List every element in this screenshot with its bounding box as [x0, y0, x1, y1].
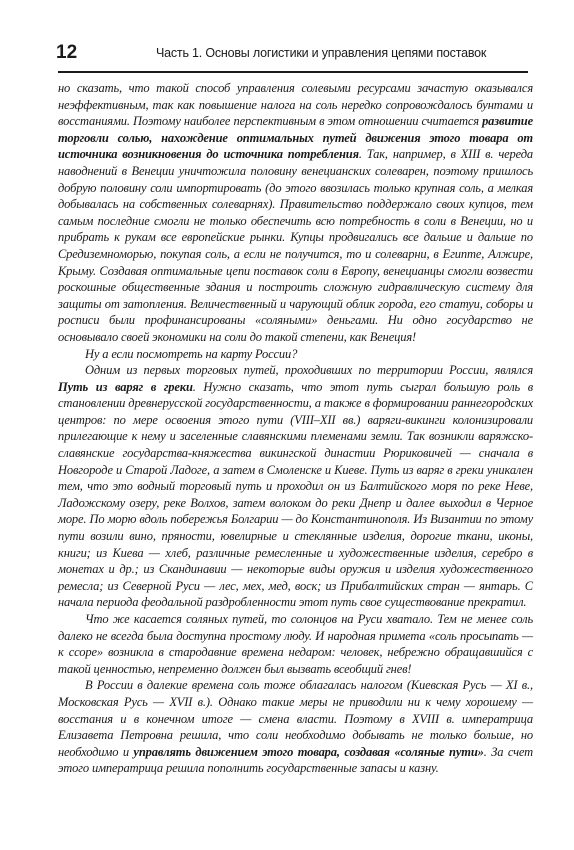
- running-head: Часть 1. Основы логистики и управления цепями поставок: [156, 46, 487, 60]
- bold-phrase: управлять движением этого товара, создавая «соляные пути»: [133, 744, 484, 759]
- page-number: 12: [56, 42, 78, 63]
- text-run: . Нужно сказать, что этот путь сыграл большую роль в становлении древнерусской государственности, а также в формировании раннегородских центров: по мере освоения этого пути (VIII–XII вв.) варяги-викинги колонизировали прилегающие к нему и заселенные славянскими племенами земли. Так возникли варяжско-славянские государства-княжества викингской династии Рюриковичей — сначала в Новгороде и Старой Ладоге, а затем в Смоленске и Киеве. Путь из варяг в греки уникален тем, что это водный торговый путь и проходил он из Балтийского моря по реке Неве, Ладожскому озеру, реке Волхов, затем волоком до реки Днепр и далее выходил в Черное море. По морю вдоль побережья Болгарии — до Константинополя. Из Византии по этому пути возили вино, пряности, ювелирные и стеклянные изделия, дорогие ткани, иконы, книги; из Киева — хлеб, различные ремесленные и художественные изделия, серебро в монетах и др.; из Скандинавии — некоторые виды оружия и изделия художественного ремесла; из Северной Руси — лес, мех, мед, воск; из Прибалтийских стран — янтарь. С начала периода феодальной раздробленности этот путь свое существование прекратил.: [58, 379, 533, 610]
- body-text: [58, 80, 533, 777]
- paragraph: [58, 346, 533, 363]
- text-run: . За счет этого императрица решила пополнить государственные запасы и казну.: [58, 744, 533, 776]
- paragraph: [58, 362, 533, 611]
- header-rule: [58, 71, 528, 73]
- paragraph: [58, 677, 533, 777]
- paragraph: [58, 611, 533, 677]
- text-run: В России в далекие времена соль тоже облагалась налогом (Киевская Русь — XI в., Московская Русь — XVII в.). Однако такие меры не приводили ни к чему хорошему — восстания и в конечном итоге — смена власти. Поэтому в XVIII в. императрица Елизавета Петровна решила, что соли необходимо добывать не только больше, но необходимо и: [58, 678, 533, 759]
- text-run: . Так, например, в XIII в. череда наводнений в Венеции уничтожила половину венецианских солеварен, поэтому пришлось добрую половину соли импортировать (до этого ввозилась только крупная соль, а мелкая добывалась на собственных солеварнях). Правительство поддержало своих купцов, тем самым последние смогли не только обеспечить всю потребность в соли в Венеции, но и прибрать к рукам все европейские рынки. Купцы продвигались все дальше и дальше по Средиземноморью, покупая соль, а если не получится, то и солеварни, в Египте, Алжире, Крыму. Создавая оптимальные цепи поставок соли в Европу, венецианцы смогли возвести роскошные общественные здания и построить сложную гидравлическую систему для защиты от затопления. Величественный и чарующий облик города, его статуи, соборы и росписи были профинансированы «соляными» деньгами. Ни одно государство не основывало своей экономики на соли до такой степени, как Венеция!: [58, 147, 533, 344]
- text-run: Ну а если посмотреть на карту России?: [85, 346, 298, 361]
- text-run: Одним из первых торговых путей, проходивших по территории России, являлся: [85, 363, 533, 378]
- bold-phrase: развитие торговли солью, нахождение оптимальных путей движения этого товара от источника возникновения до источника потребления: [58, 114, 533, 162]
- text-run: Что же касается соляных путей, то солонцов на Руси хватало. Тем не менее соль далеко не всегда была доступна простому люду. И народная примета «соль просыпать — к ссоре» возникла в стародавние времена недаром: человек, небрежно обращавшийся с такой ценностью, непременно должен был вызвать всеобщий гнев!: [58, 612, 533, 676]
- paragraph: [58, 80, 533, 346]
- text-run: но сказать, что такой способ управления солевыми ресурсами зачастую оказывался неэффективным, так как повышение налога на соль нередко сопровождалось бунтами и восстаниями. Поэтому наиболее перспективным в этом отношении считается: [58, 81, 533, 129]
- bold-phrase: Путь из варяг в греки: [58, 379, 193, 394]
- page-header: [56, 36, 526, 70]
